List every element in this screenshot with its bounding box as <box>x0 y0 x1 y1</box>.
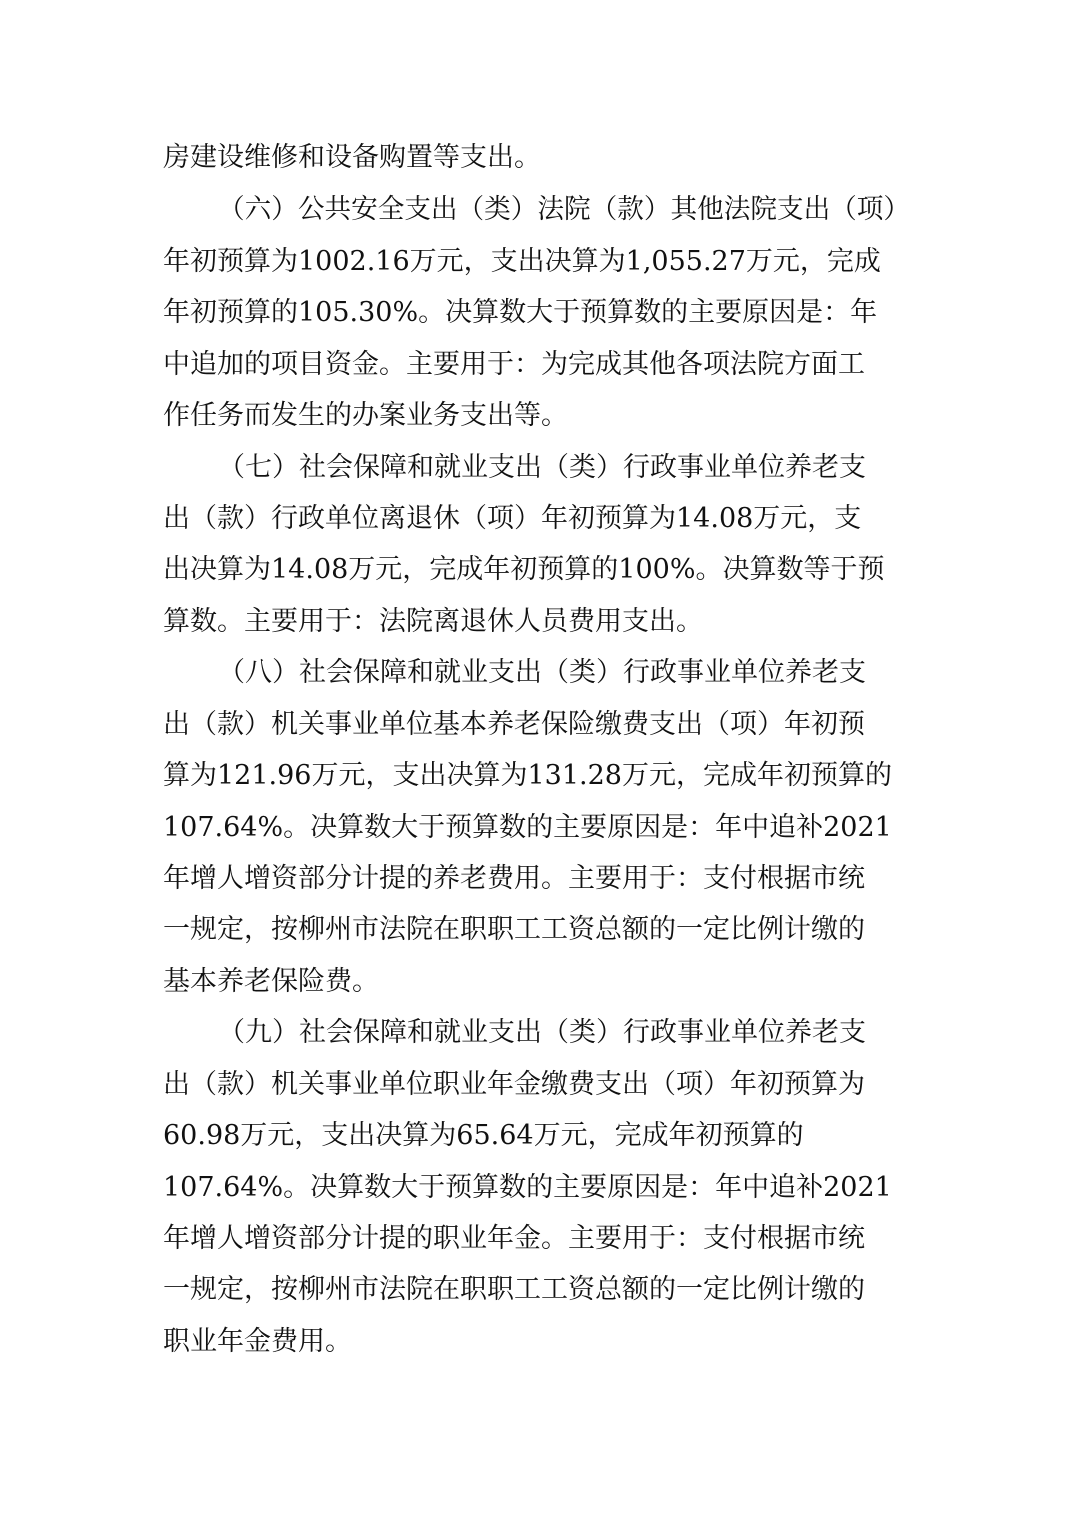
text-line <box>0 700 1075 750</box>
line-text: 年初预算的105.30%。决算数大于预算数的主要原因是：年 <box>163 297 878 328</box>
line-text: （七）社会保障和就业支出（类）行政事业单位养老支 <box>218 452 866 483</box>
line-text: 基本养老保险费。 <box>163 966 379 997</box>
line-text: （九）社会保障和就业支出（类）行政事业单位养老支 <box>218 1017 866 1048</box>
section-heading <box>0 648 1075 698</box>
text-line <box>0 340 1075 390</box>
text-line <box>0 391 1075 441</box>
text-line <box>0 1060 1075 1110</box>
line-text: 出（款）行政单位离退休（项）年初预算为14.08万元，支 <box>163 503 862 534</box>
text-line <box>0 597 1075 647</box>
line-text: （八）社会保障和就业支出（类）行政事业单位养老支 <box>218 657 866 688</box>
line-text: 出（款）机关事业单位职业年金缴费支出（项）年初预算为 <box>163 1069 865 1100</box>
line-text: 60.98万元，支出决算为65.64万元，完成年初预算的 <box>163 1120 804 1151</box>
line-text: 出决算为14.08万元，完成年初预算的100%。决算数等于预 <box>163 554 885 585</box>
line-text: 算为121.96万元，支出决算为131.28万元，完成年初预算的 <box>163 760 892 791</box>
line-text: 年初预算为1002.16万元，支出决算为1,055.27万元，完成 <box>163 246 881 277</box>
line-text: 房建设维修和设备购置等支出。 <box>163 142 541 173</box>
text-line <box>0 1111 1075 1161</box>
text-line <box>0 237 1075 287</box>
line-text: 107.64%。决算数大于预算数的主要原因是：年中追补2021 <box>163 1172 892 1203</box>
text-line <box>0 545 1075 595</box>
text-line <box>0 854 1075 904</box>
line-text: 作任务而发生的办案业务支出等。 <box>163 400 568 431</box>
line-text: 一规定，按柳州市法院在职职工工资总额的一定比例计缴的 <box>163 1274 865 1305</box>
line-text: 年增人增资部分计提的养老费用。主要用于：支付根据市统 <box>163 863 865 894</box>
text-line <box>0 1163 1075 1213</box>
text-line <box>0 1317 1075 1367</box>
section-heading <box>0 185 1075 235</box>
text-line <box>0 1265 1075 1315</box>
line-text: 算数。主要用于：法院离退休人员费用支出。 <box>163 606 703 637</box>
section-heading <box>0 443 1075 493</box>
line-text: 年增人增资部分计提的职业年金。主要用于：支付根据市统 <box>163 1223 865 1254</box>
section-heading <box>0 1008 1075 1058</box>
line-text: 107.64%。决算数大于预算数的主要原因是：年中追补2021 <box>163 812 892 843</box>
line-text: 一规定，按柳州市法院在职职工工资总额的一定比例计缴的 <box>163 914 865 945</box>
text-line <box>0 957 1075 1007</box>
line-text: 职业年金费用。 <box>163 1326 352 1357</box>
line-text: 出（款）机关事业单位基本养老保险缴费支出（项）年初预 <box>163 709 865 740</box>
text-line <box>0 803 1075 853</box>
text-line <box>0 494 1075 544</box>
text-line <box>0 905 1075 955</box>
text-line <box>0 751 1075 801</box>
text-line <box>0 1214 1075 1264</box>
text-line <box>0 133 1075 183</box>
line-text: （六）公共安全支出（类）法院（款）其他法院支出（项） <box>218 194 911 225</box>
text-line <box>0 288 1075 338</box>
line-text: 中追加的项目资金。主要用于：为完成其他各项法院方面工 <box>163 349 865 380</box>
